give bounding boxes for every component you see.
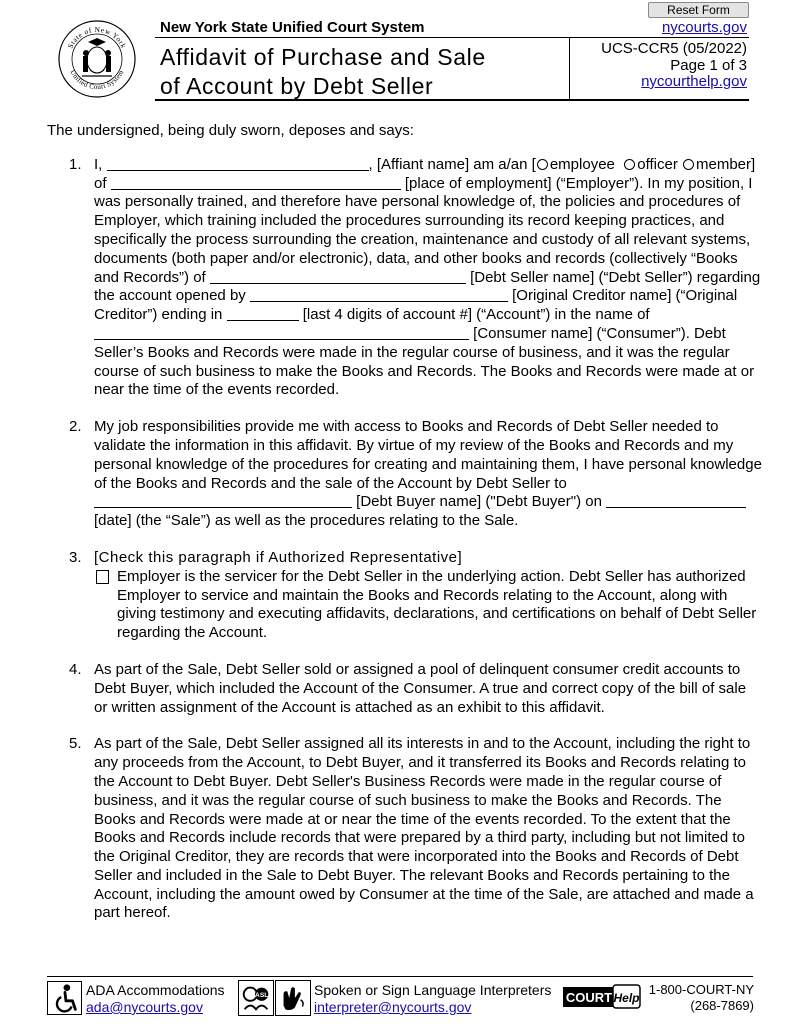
form-title bbox=[160, 43, 486, 101]
p1-text-a: I, bbox=[94, 155, 103, 173]
authorized-rep-text: Employer is the servicer for the Debt Seller in the underlying action. Debt Seller has authorized Employer to service and maintain the Books and Records relating to the Account, along with giving testimony and executing affidavits, declarations, and certifications on behalf of Debt Seller regarding the Account. bbox=[117, 567, 757, 642]
sale-date-field[interactable] bbox=[606, 494, 746, 508]
intro-text: The undersigned, being duly sworn, deposes and says: bbox=[47, 122, 414, 139]
seal-top-text: State of New York bbox=[65, 24, 129, 50]
p1-text-e: [Original Creditor name] (“Original Creditor”) ending in bbox=[94, 287, 738, 324]
nycourts-link[interactable]: nycourts.gov bbox=[661, 19, 747, 36]
employee-label: employee bbox=[549, 155, 615, 173]
authorized-rep-checkbox[interactable] bbox=[96, 570, 109, 584]
paragraph-2 bbox=[47, 418, 762, 531]
paragraph-4 bbox=[47, 661, 762, 717]
ada-title: ADA Accommodations bbox=[86, 982, 225, 998]
header-rule-top bbox=[155, 37, 749, 38]
account-last4-field[interactable] bbox=[227, 307, 299, 321]
p2-text-b: [Debt Buyer name] ("Debt Buyer") on bbox=[352, 493, 602, 511]
affidavit-body bbox=[47, 122, 762, 941]
paragraph-number: 5. bbox=[69, 735, 82, 753]
original-creditor-field[interactable] bbox=[250, 288, 508, 302]
paragraph-1 bbox=[47, 156, 762, 400]
authorized-rep-heading: [Check this paragraph if Authorized Representative] bbox=[94, 548, 463, 566]
p1-text-d: [Debt Seller name] (“Debt Seller”) regarding the account opened by bbox=[94, 268, 761, 305]
phone-number: 1-800-COURT-NY bbox=[648, 982, 754, 997]
officer-radio[interactable] bbox=[624, 159, 635, 170]
consumer-name-field[interactable] bbox=[94, 326, 469, 340]
p1-text-b: , [Affiant name] am a/an [ bbox=[368, 155, 536, 173]
seal-bottom-text: Unified Court System bbox=[68, 68, 126, 92]
nycourthelp-link[interactable]: nycourthelp.gov bbox=[641, 73, 747, 90]
courthelp-logo-icon bbox=[563, 984, 641, 1010]
sign-language-icon bbox=[275, 980, 311, 1016]
phone-digits: (268-7869) bbox=[690, 998, 754, 1013]
place-of-employment-field[interactable] bbox=[111, 176, 401, 190]
svg-text:Unified Court System bbox=[68, 68, 125, 91]
debt-buyer-name-field[interactable] bbox=[94, 494, 352, 508]
paragraph-5 bbox=[47, 735, 762, 923]
page-indicator: Page 1 of 3 bbox=[670, 56, 747, 74]
form-title-line-2: of Account by Debt Seller bbox=[160, 73, 434, 99]
paragraph-number: 1. bbox=[69, 155, 82, 173]
interp-title: Spoken or Sign Language Interpreters bbox=[314, 982, 552, 998]
interpreter-services bbox=[314, 982, 551, 1016]
paragraph-number: 4. bbox=[69, 660, 82, 678]
ada-email-link[interactable]: ada@nycourts.gov bbox=[86, 999, 203, 1015]
officer-label: officer bbox=[637, 155, 678, 173]
member-radio[interactable] bbox=[683, 159, 694, 170]
p1-text-c: [place of employment] (“Employer”). In my position, I was personally trained, and therefore have personal knowledge of, the policies and procedures of Employer, which training included the procedures surrounding its record keeping practices, and specifically the process surrounding the creation, maintenance and custody of all relevant systems, documents (both paper and/or electronic), data, and other books and records (collectively “Books and Records”) of bbox=[94, 174, 753, 286]
p5-text: As part of the Sale, Debt Seller assigned all its interests in and to the Account, including the right to any proceeds from the Account, to Debt Buyer, and it transferred its Books and Records relating to the Account to Debt Buyer. Debt Seller's Business Records were made in the regular course of business, and it was the regular course of such business to make the Books and Records. The Books and Records were made at or near the time of the events recorded. To the extent that the Books and Records include records that were prepared by a third party, including but not limited to the Original Creditor, they are records that were incorporated into the Books and Records of Debt Seller and included in the Sale to Debt Buyer. The relevant Books and Records pertaining to the Account, including the amount owed by Consumer at the time of the Sale, are attached and made a part hereof. bbox=[94, 735, 754, 922]
ada-accommodations bbox=[86, 982, 225, 1016]
asl-badge-text: ASL bbox=[255, 992, 269, 1000]
courthelp-text-a: COURT bbox=[565, 990, 613, 1005]
p1-text-f: [last 4 digits of account #] (“Account”) in the name of bbox=[298, 306, 650, 324]
paragraph-number: 3. bbox=[69, 548, 82, 566]
paragraph-number: 2. bbox=[69, 418, 82, 436]
employee-radio[interactable] bbox=[537, 159, 548, 170]
reset-form-button[interactable]: Reset Form bbox=[648, 2, 749, 18]
spoken-interpreter-icon bbox=[238, 980, 274, 1016]
header-vertical-divider bbox=[569, 37, 570, 100]
p1-text-g: [Consumer name] (“Consumer”). Debt Seller’s Books and Records were made in the regular course of business, and it was the regular course of such business to make the Books and Records. The Books and Records were made at or near the time of the events recorded. bbox=[94, 324, 755, 399]
form-title-line-1: Affidavit of Purchase and Sale bbox=[160, 44, 486, 70]
paragraph-3 bbox=[47, 549, 762, 643]
debt-seller-name-field[interactable] bbox=[210, 270, 466, 284]
phone-block bbox=[649, 982, 754, 1014]
footer-rule bbox=[47, 976, 753, 977]
affiant-name-field[interactable] bbox=[107, 157, 369, 171]
authorized-rep-item bbox=[94, 568, 762, 643]
interpreter-email-link[interactable]: interpreter@nycourts.gov bbox=[314, 999, 472, 1015]
p2-text-a: My job responsibilities provide me with access to Books and Records of Debt Seller needed to validate the information in this affidavit. By virtue of my review of the Books and Records and my personal knowledge of the procedures for creating and maintaining them, I have personal knowledge of the Books and Records and the sale of the Account by Debt Seller to bbox=[94, 418, 762, 492]
member-label: member] of bbox=[94, 155, 756, 192]
p4-text: As part of the Sale, Debt Seller sold or assigned a pool of delinquent consumer credit accounts to Debt Buyer, which included the Account of the Consumer. A true and correct copy of the bill of sale or written assignment of the Account is attached as an exhibit to this affidavit. bbox=[94, 660, 747, 716]
p2-text-c: [date] (the “Sale”) as well as the procedures relating to the Sale. bbox=[94, 512, 519, 530]
form-meta bbox=[601, 41, 747, 91]
courthelp-text-b: Help bbox=[613, 991, 640, 1005]
form-code: UCS-CCR5 (05/2022) bbox=[601, 40, 747, 57]
court-system-name: New York State Unified Court System bbox=[160, 19, 425, 36]
nys-seal-icon bbox=[58, 20, 136, 98]
wheelchair-icon bbox=[47, 981, 82, 1015]
